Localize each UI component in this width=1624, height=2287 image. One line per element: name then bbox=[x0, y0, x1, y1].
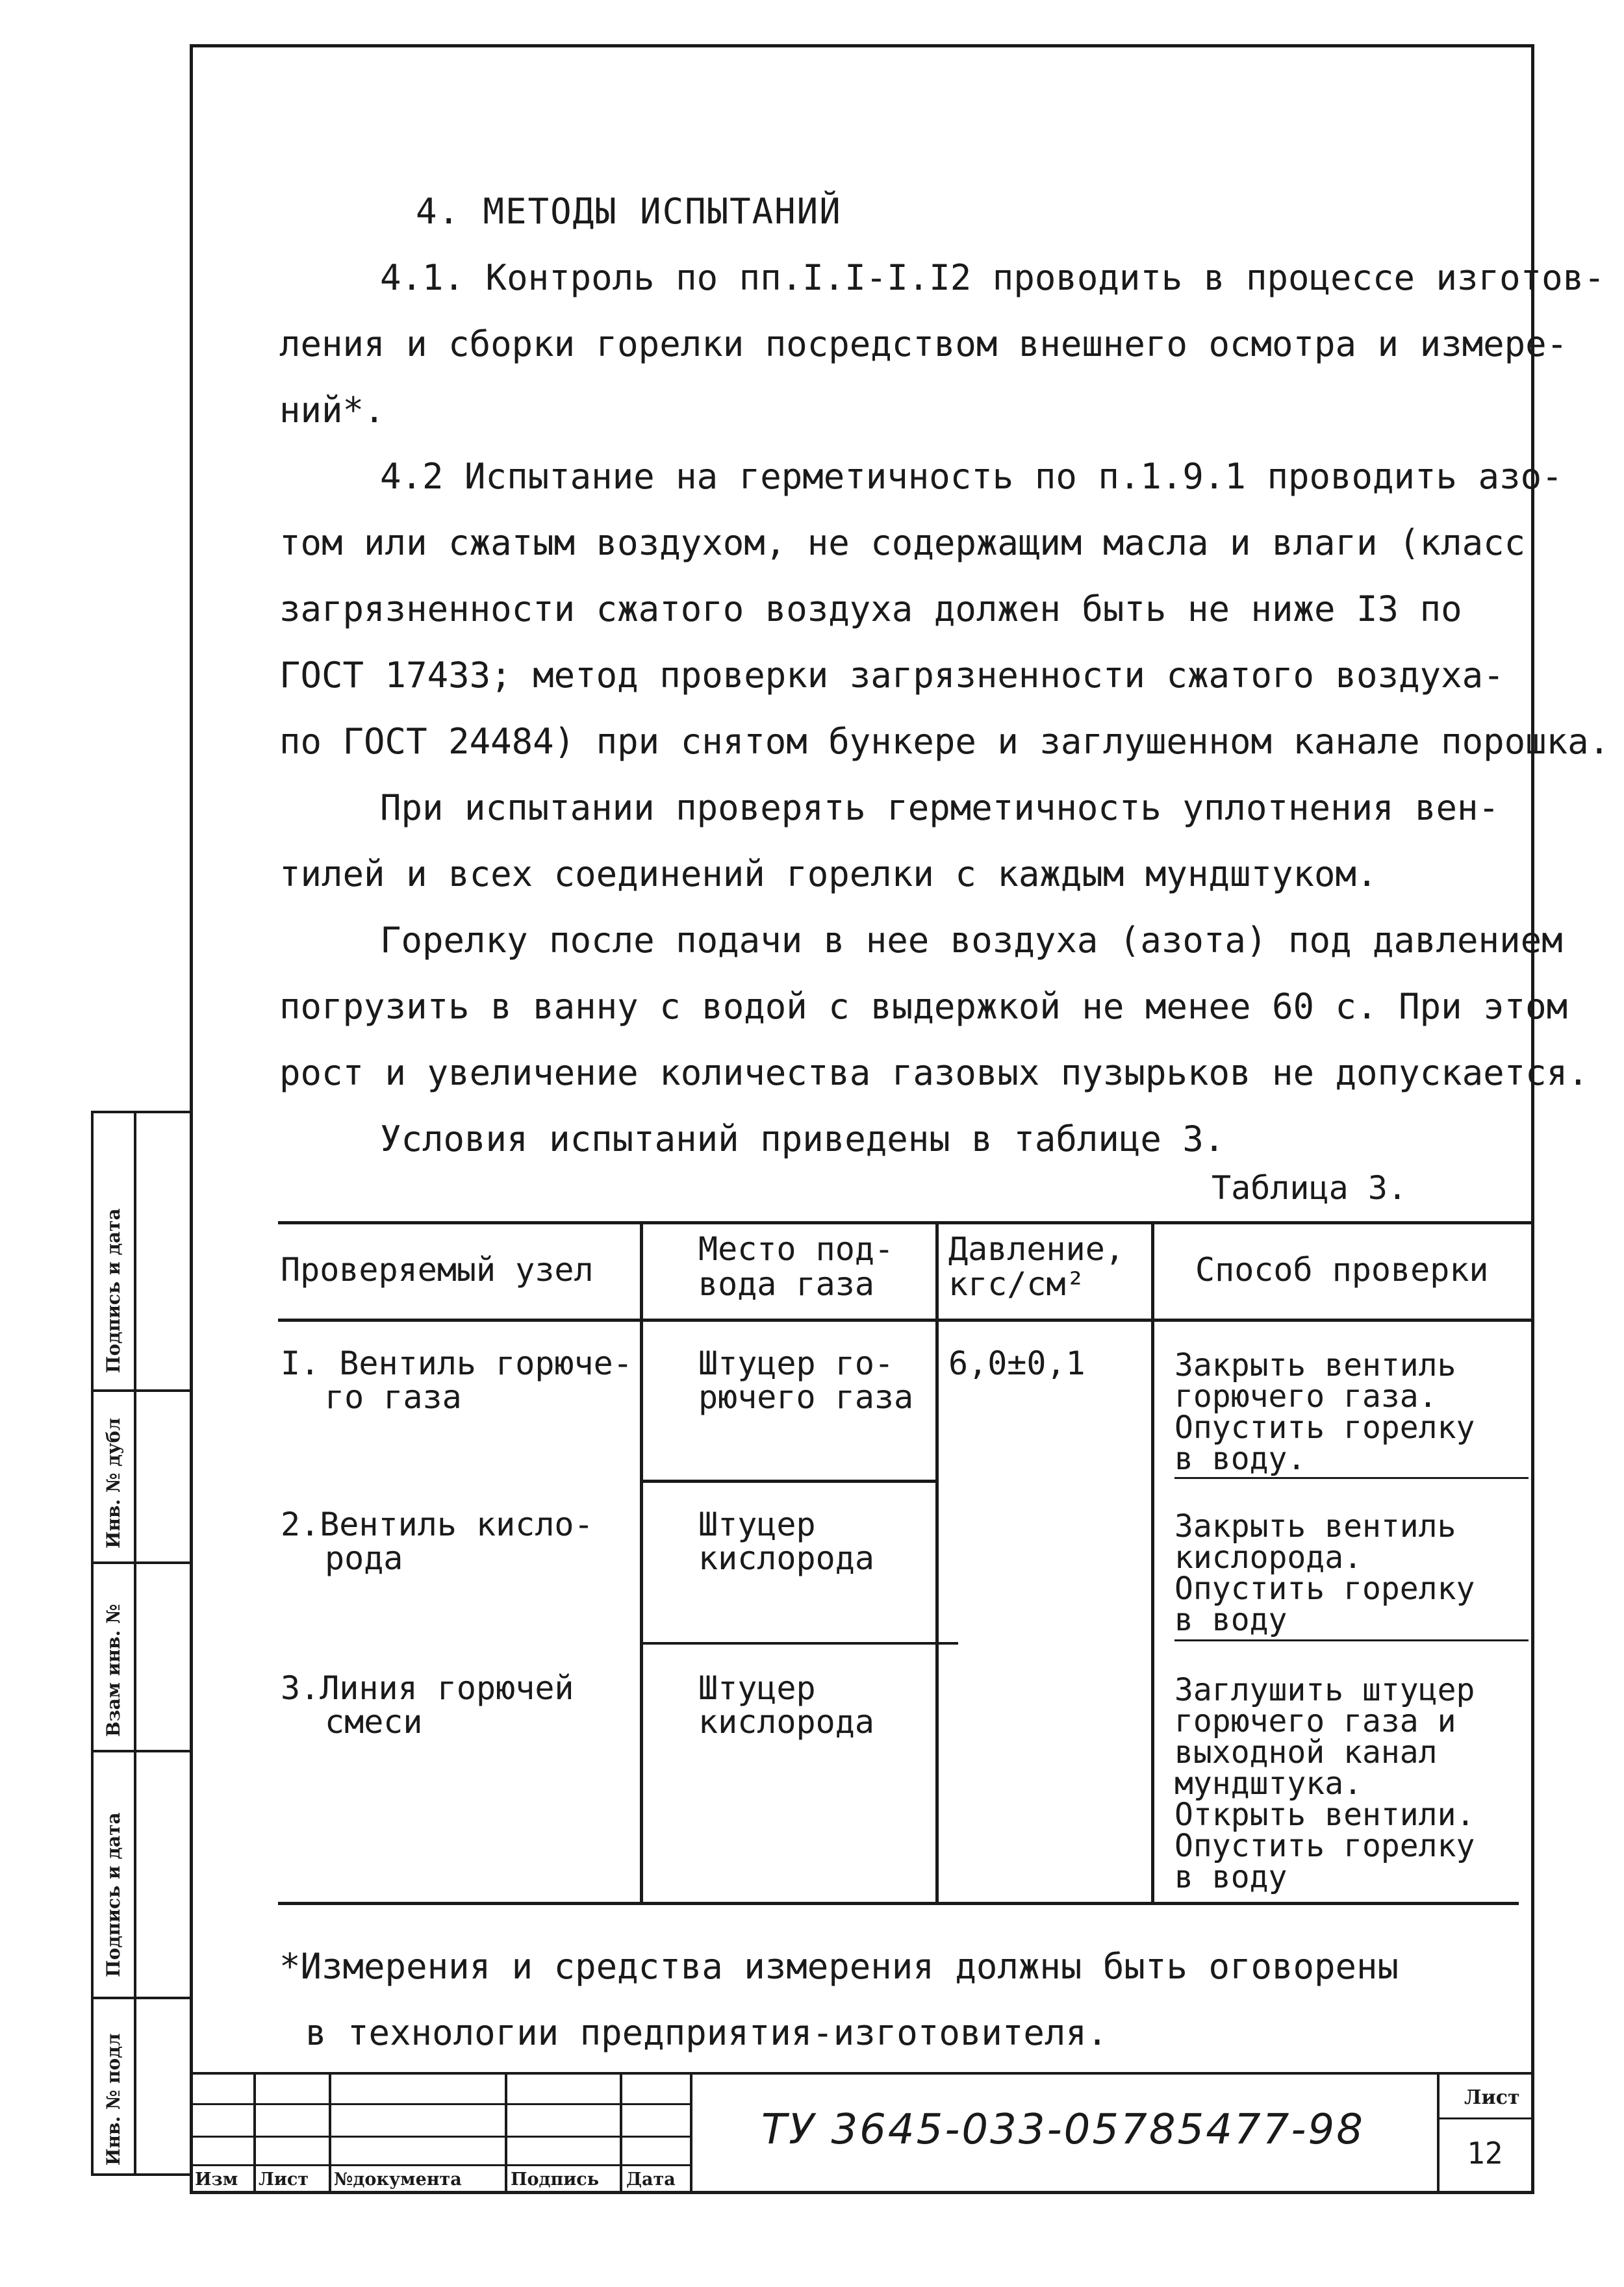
tb-label-date: Дата bbox=[626, 2169, 676, 2190]
header-pressure: кгс/см² bbox=[948, 1265, 1085, 1303]
tb-label-sheet: Лист bbox=[259, 2169, 309, 2190]
header-node: Проверяемый узел bbox=[281, 1251, 594, 1289]
row3-node: 3.Линия горючей bbox=[281, 1669, 574, 1707]
row3-method: мундштука. bbox=[1174, 1765, 1362, 1802]
paragraph-line: 4.2 Испытание на герметичность по п.1.9.1 проводить азо- bbox=[380, 456, 1563, 497]
paragraph-line: ления и сборки горелки посредством внешнего осмотра и измере- bbox=[279, 323, 1568, 364]
row2-place: Штуцер bbox=[698, 1506, 816, 1543]
method-underline bbox=[1174, 1477, 1529, 1479]
row1-place: рючего газа bbox=[698, 1378, 914, 1416]
stamp-replace-inv: Взам инв. № bbox=[103, 1604, 124, 1737]
row1-method: Закрыть вентиль bbox=[1174, 1347, 1456, 1384]
column-divider bbox=[935, 1221, 939, 1903]
row2-node: 2.Вентиль кисло- bbox=[281, 1506, 594, 1543]
table-top-rule bbox=[278, 1221, 1532, 1224]
tb-label-document: №документа bbox=[334, 2169, 462, 2190]
row-divider bbox=[640, 1480, 939, 1483]
tb-divider bbox=[620, 2072, 622, 2194]
header-method: Способ проверки bbox=[1195, 1251, 1489, 1289]
paragraph-line: ГОСТ 17433; метод проверки загрязненности сжатого воздуха- bbox=[279, 655, 1504, 696]
table-bottom-rule bbox=[278, 1902, 1519, 1905]
row2-node: рода bbox=[325, 1539, 403, 1577]
paragraph-line: рост и увеличение количества газовых пузырьков не допускается. bbox=[279, 1052, 1589, 1093]
tb-rule bbox=[1437, 2117, 1534, 2119]
tb-rule bbox=[190, 2103, 690, 2105]
row2-method: в воду bbox=[1174, 1602, 1288, 1638]
row1-method: Опустить горелку bbox=[1174, 1409, 1475, 1446]
stamp-inv-orig: Инв. № подл bbox=[103, 2033, 124, 2166]
footnote-line: в технологии предприятия-изготовителя. bbox=[305, 2012, 1108, 2053]
row2-method: Закрыть вентиль bbox=[1174, 1508, 1456, 1545]
row2-place: кислорода bbox=[698, 1539, 874, 1577]
row1-method: в воду. bbox=[1174, 1441, 1306, 1477]
paragraph-line: тилей и всех соединений горелки с каждым мундштуком. bbox=[279, 853, 1378, 894]
row3-place: Штуцер bbox=[698, 1669, 816, 1707]
tb-divider bbox=[253, 2072, 256, 2194]
side-divider bbox=[94, 1997, 190, 1999]
tb-label-signature: Подпись bbox=[511, 2169, 600, 2190]
header-pressure: Давление, bbox=[948, 1230, 1124, 1268]
row3-method: в воду bbox=[1174, 1859, 1288, 1895]
tb-rule bbox=[190, 2072, 1534, 2075]
row1-place: Штуцер го- bbox=[698, 1345, 894, 1382]
row3-method: Опустить горелку bbox=[1174, 1828, 1475, 1864]
paragraph-line: 4.1. Контроль по пп.I.I-I.I2 проводить в процессе изготов- bbox=[380, 257, 1605, 298]
header-place: вода газа bbox=[698, 1265, 874, 1303]
sheet-label: Лист bbox=[1464, 2086, 1520, 2109]
side-divider bbox=[94, 1389, 190, 1392]
column-divider bbox=[640, 1221, 643, 1903]
row-divider bbox=[640, 1642, 958, 1645]
stamp-inv-dup: Инв. № дубл bbox=[103, 1417, 124, 1548]
row3-node: смеси bbox=[325, 1703, 423, 1741]
section-heading: 4. МЕТОДЫ ИСПЫТАНИЙ bbox=[416, 191, 842, 232]
paragraph-line: погрузить в ванну с водой с выдержкой не менее 60 с. При этом bbox=[279, 986, 1568, 1027]
tb-divider bbox=[690, 2072, 692, 2194]
tb-divider bbox=[329, 2072, 331, 2194]
side-divider bbox=[94, 1750, 190, 1752]
paragraph-line: загрязненности сжатого воздуха должен быть не ниже I3 по bbox=[279, 588, 1462, 629]
document-number: ТУ 3645-033-05785477-98 bbox=[761, 2106, 1365, 2154]
stamp-signature-date: Подпись и дата bbox=[103, 1208, 124, 1373]
paragraph-line: Условия испытаний приведены в таблице 3. bbox=[380, 1118, 1225, 1159]
row3-method: выходной канал bbox=[1174, 1734, 1438, 1771]
paragraph-line: Горелку после подачи в нее воздуха (азота) под давлением bbox=[380, 920, 1563, 961]
side-divider bbox=[94, 1561, 190, 1564]
row1-method: горючего газа. bbox=[1174, 1378, 1438, 1415]
method-underline bbox=[1174, 1639, 1529, 1641]
footnote-line: *Измерения и средства измерения должны быть оговорены bbox=[279, 1946, 1399, 1987]
row3-method: Заглушить штуцер bbox=[1174, 1672, 1475, 1708]
row1-node: го газа bbox=[325, 1378, 462, 1416]
row3-method: горючего газа и bbox=[1174, 1703, 1456, 1739]
row1-node: I. Вентиль горюче- bbox=[281, 1345, 633, 1382]
paragraph-line: по ГОСТ 24484) при снятом бункере и заглушенном канале порошка. bbox=[279, 721, 1610, 762]
tb-divider bbox=[505, 2072, 507, 2194]
side-stamp bbox=[91, 1111, 190, 2176]
tb-label-change: Изм bbox=[195, 2169, 238, 2190]
header-place: Место под- bbox=[698, 1230, 894, 1268]
paragraph-line: ний*. bbox=[279, 390, 385, 431]
paragraph-line: При испытании проверять герметичность уплотнения вен- bbox=[380, 787, 1500, 828]
pressure-value: 6,0±0,1 bbox=[948, 1345, 1085, 1382]
row2-method: Опустить горелку bbox=[1174, 1571, 1475, 1607]
side-divider bbox=[134, 1113, 136, 2173]
title-block bbox=[190, 2072, 1534, 2194]
table-header-rule bbox=[278, 1319, 1532, 1322]
stamp-signature-date: Подпись и дата bbox=[103, 1812, 124, 1977]
row2-method: кислорода. bbox=[1174, 1539, 1362, 1576]
row3-place: кислорода bbox=[698, 1703, 874, 1741]
row3-method: Открыть вентили. bbox=[1174, 1797, 1475, 1833]
column-divider bbox=[1151, 1221, 1154, 1903]
tb-rule bbox=[190, 2164, 690, 2166]
tb-divider bbox=[1437, 2072, 1440, 2194]
table-caption: Таблица 3. bbox=[1212, 1169, 1408, 1207]
tb-rule bbox=[190, 2136, 690, 2138]
sheet-number: 12 bbox=[1467, 2136, 1503, 2171]
paragraph-line: том или сжатым воздухом, не содержащим масла и влаги (класс bbox=[279, 522, 1526, 563]
